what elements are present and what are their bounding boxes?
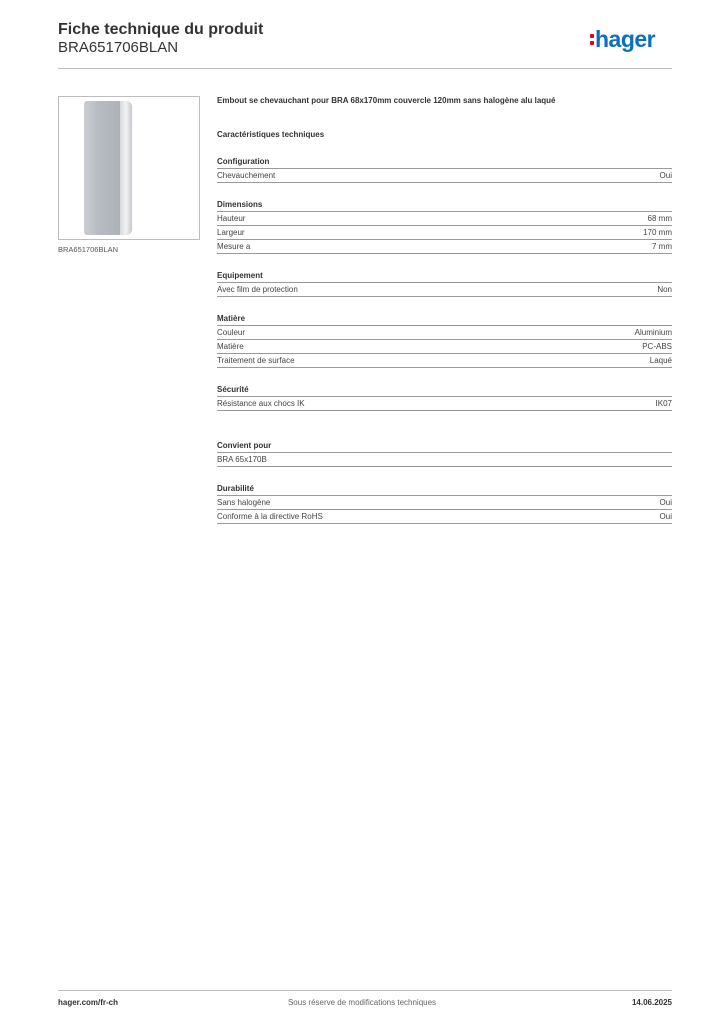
- spec-section: [217, 484, 672, 524]
- spec-row: [217, 226, 672, 240]
- product-reference: BRA651706BLAN: [58, 39, 179, 56]
- spec-section: [217, 385, 672, 411]
- section-title: Durabilité: [217, 484, 672, 496]
- section-title: Sécurité: [217, 385, 672, 397]
- spec-value: Oui: [659, 498, 672, 507]
- footer-website-link[interactable]: hager.com/fr-ch: [58, 998, 119, 1007]
- product-image: [58, 96, 200, 240]
- spec-row: [217, 240, 672, 254]
- spec-section: [217, 441, 672, 467]
- compatibility-section: [217, 441, 672, 467]
- spec-value: Non: [657, 285, 672, 294]
- section-title: Dimensions: [217, 200, 672, 212]
- footer-divider: [58, 990, 672, 991]
- specifications: [217, 96, 672, 524]
- spec-section: [217, 271, 672, 297]
- logo-text: hager: [595, 26, 656, 52]
- hager-logo[interactable]: [590, 26, 655, 53]
- spec-label: Largeur: [217, 228, 245, 237]
- spec-value: Aluminium: [634, 328, 672, 337]
- spec-row: [217, 510, 672, 524]
- spec-label: Traitement de surface: [217, 356, 295, 365]
- header-divider: [58, 68, 672, 69]
- spec-row: [217, 283, 672, 297]
- section-title: Equipement: [217, 271, 672, 283]
- spec-row: [217, 453, 672, 467]
- spec-value: PC-ABS: [642, 342, 672, 351]
- spec-row: [217, 326, 672, 340]
- spec-label: Sans halogène: [217, 498, 271, 507]
- product-image-caption: BRA651706BLAN: [58, 245, 119, 254]
- spec-label: Hauteur: [217, 214, 246, 223]
- spec-label: Chevauchement: [217, 171, 276, 180]
- footer-date: 14.06.2025: [631, 998, 672, 1007]
- page-title: Fiche technique du produit: [58, 21, 264, 38]
- spec-section: [217, 314, 672, 368]
- spec-label: Conforme à la directive RoHS: [217, 512, 323, 521]
- product-end-cap-icon: [84, 101, 132, 235]
- spec-value: Oui: [659, 171, 672, 180]
- spec-value: 7 mm: [652, 242, 672, 251]
- durability-section: [217, 484, 672, 524]
- footer-notice: Sous réserve de modifications techniques: [287, 998, 437, 1007]
- spec-sections: [217, 157, 672, 411]
- characteristics-title: Caractéristiques techniques: [217, 130, 325, 139]
- spec-label: BRA 65x170B: [217, 455, 267, 464]
- spec-value: IK07: [655, 399, 672, 408]
- spec-section: [217, 157, 672, 183]
- spec-row: [217, 212, 672, 226]
- spec-label: Mesure a: [217, 242, 251, 251]
- spec-label: Matière: [217, 342, 244, 351]
- spec-value: Oui: [659, 512, 672, 521]
- product-description: Embout se chevauchant pour BRA 68x170mm couvercle 120mm sans halogène alu laqué: [217, 96, 556, 105]
- section-title: Configuration: [217, 157, 672, 169]
- spec-row: [217, 496, 672, 510]
- spec-label: Résistance aux chocs IK: [217, 399, 305, 408]
- spec-row: [217, 169, 672, 183]
- spec-section: [217, 200, 672, 254]
- section-title: Convient pour: [217, 441, 672, 453]
- spec-value: 68 mm: [647, 214, 672, 223]
- spec-row: [217, 397, 672, 411]
- spec-label: Couleur: [217, 328, 246, 337]
- spec-row: [217, 340, 672, 354]
- spec-label: Avec film de protection: [217, 285, 298, 294]
- spec-value: Laqué: [649, 356, 672, 365]
- spec-value: 170 mm: [643, 228, 672, 237]
- logo-dots-icon: [590, 26, 594, 48]
- section-title: Matière: [217, 314, 672, 326]
- spec-row: [217, 354, 672, 368]
